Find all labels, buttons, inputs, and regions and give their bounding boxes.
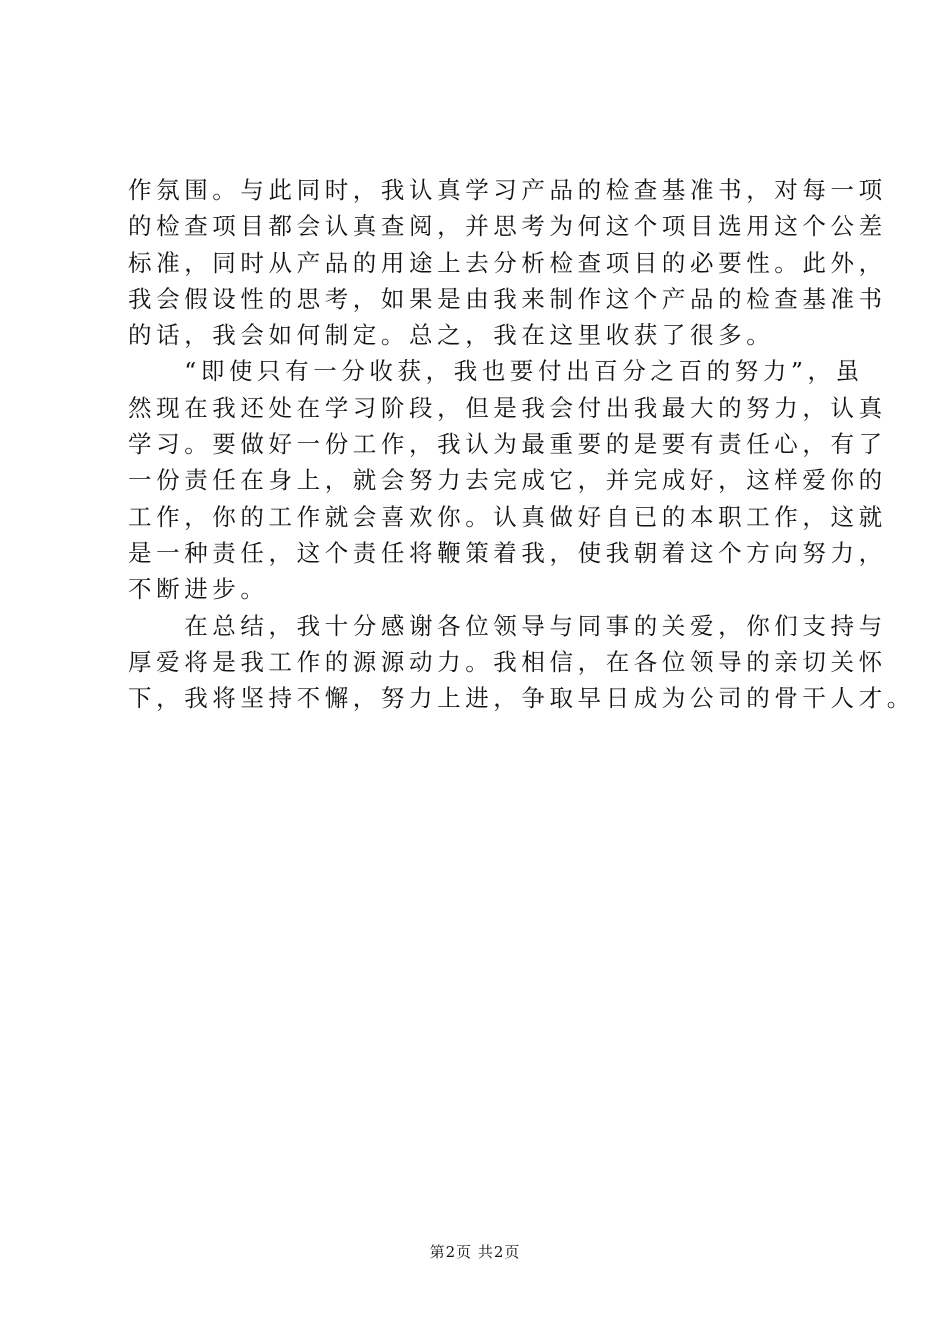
text-line: 我会假设性的思考，如果是由我来制作这个产品的检查基准书 bbox=[128, 284, 887, 313]
text-line: 然现在我还处在学习阶段，但是我会付出我最大的努力，认真 bbox=[128, 393, 887, 422]
text-line: 下，我将坚持不懈，努力上进，争取早日成为公司的骨干人才。 bbox=[128, 684, 915, 713]
text-line: 一份责任在身上，就会努力去完成它，并完成好，这样爱你的 bbox=[128, 466, 887, 495]
text-line: 不断进步。 bbox=[128, 575, 269, 604]
text-line: “即使只有一分收获，我也要付出百分之百的努力”，虽 bbox=[128, 357, 864, 386]
text-line: 标准，同时从产品的用途上去分析检查项目的必要性。此外， bbox=[128, 248, 887, 277]
text-line: 是一种责任，这个责任将鞭策着我，使我朝着这个方向努力， bbox=[128, 538, 887, 567]
text-line: 工作，你的工作就会喜欢你。认真做好自已的本职工作，这就 bbox=[128, 502, 887, 531]
page-footer bbox=[0, 1241, 950, 1262]
body-text bbox=[128, 172, 915, 716]
text-line: 的话，我会如何制定。总之，我在这里收获了很多。 bbox=[128, 321, 775, 350]
text-line: 在总结，我十分感谢各位领导与同事的关爱，你们支持与 bbox=[128, 611, 887, 640]
text-line: 厚爱将是我工作的源源动力。我相信，在各位领导的亲切关怀 bbox=[128, 647, 887, 676]
page-number: 第2页 共2页 bbox=[429, 1243, 521, 1261]
text-line: 学习。要做好一份工作，我认为最重要的是要有责任心，有了 bbox=[128, 430, 887, 459]
text-line: 作氛围。与此同时，我认真学习产品的检查基准书，对每一项 bbox=[128, 176, 887, 204]
text-line: 的检查项目都会认真查阅，并思考为何这个项目选用这个公差 bbox=[128, 212, 887, 241]
